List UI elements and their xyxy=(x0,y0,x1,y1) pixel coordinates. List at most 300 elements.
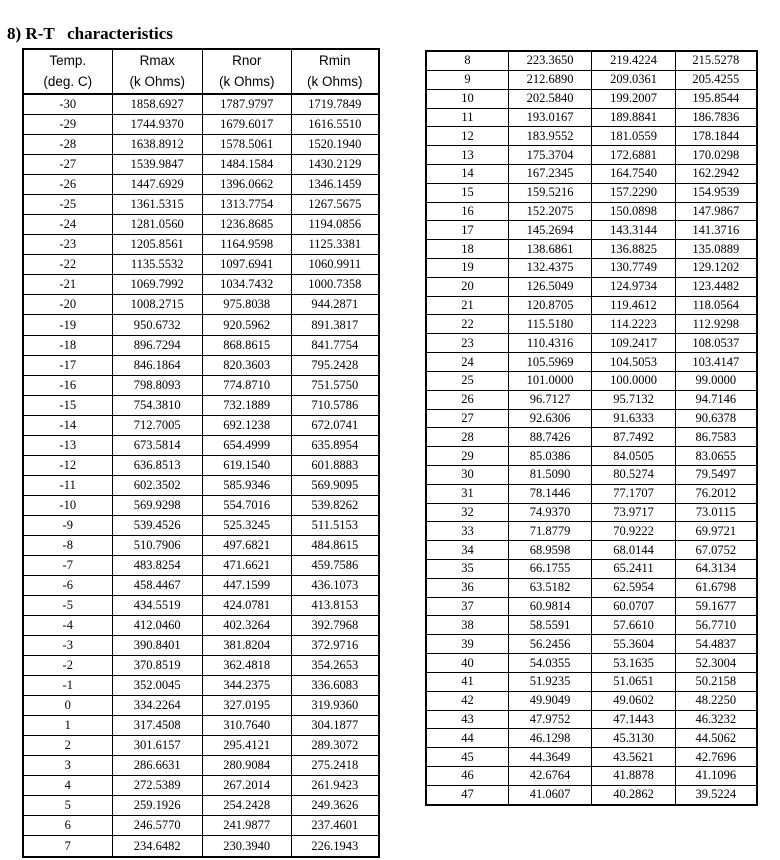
table-cell: 352.0045 xyxy=(112,676,202,696)
table-cell: 95.7132 xyxy=(592,390,675,409)
table-cell: 17 xyxy=(426,221,508,240)
table-cell: 1744.9370 xyxy=(112,115,202,135)
table-cell: 1125.3381 xyxy=(291,235,379,255)
table-row xyxy=(426,240,757,259)
table-cell: 193.0167 xyxy=(508,108,591,127)
table-cell: 692.1238 xyxy=(202,415,291,435)
table-cell: 484.8615 xyxy=(291,535,379,555)
table-cell: 41.0607 xyxy=(508,785,591,805)
table-cell: 99.0000 xyxy=(675,371,757,390)
table-cell: 118.0564 xyxy=(675,296,757,315)
table-cell: 289.3072 xyxy=(291,736,379,756)
table-cell: 94.7146 xyxy=(675,390,757,409)
table-cell: 29 xyxy=(426,447,508,466)
table-cell: 1000.7358 xyxy=(291,275,379,295)
table-cell: 841.7754 xyxy=(291,335,379,355)
table-cell: 21 xyxy=(426,296,508,315)
table-row xyxy=(23,455,379,475)
table-cell: 46.3232 xyxy=(675,710,757,729)
table-cell: 344.2375 xyxy=(202,676,291,696)
table-cell: 157.2290 xyxy=(592,183,675,202)
table-cell: 569.9298 xyxy=(112,495,202,515)
table-cell: 6 xyxy=(23,816,112,836)
table-row xyxy=(23,615,379,635)
table-row xyxy=(426,597,757,616)
table-cell: 1787.9797 xyxy=(202,94,291,115)
table-cell: -13 xyxy=(23,435,112,455)
table-cell: 672.0741 xyxy=(291,415,379,435)
table-cell: -3 xyxy=(23,635,112,655)
table-cell: 226.1943 xyxy=(291,836,379,857)
table-cell: 15 xyxy=(426,183,508,202)
table-row xyxy=(23,696,379,716)
table-cell: 673.5814 xyxy=(112,435,202,455)
table-cell: 87.7492 xyxy=(592,428,675,447)
table-cell: 205.4255 xyxy=(675,70,757,89)
table-cell: 254.2428 xyxy=(202,796,291,816)
table-cell: 219.4224 xyxy=(592,51,675,70)
table-cell: 202.5840 xyxy=(508,89,591,108)
table-cell: 181.0559 xyxy=(592,127,675,146)
table-cell: -18 xyxy=(23,335,112,355)
table-cell: 74.9370 xyxy=(508,503,591,522)
table-cell: 54.4837 xyxy=(675,635,757,654)
table-row xyxy=(23,235,379,255)
table-cell: 712.7005 xyxy=(112,415,202,435)
table-cell: 774.8710 xyxy=(202,375,291,395)
table-cell: 1236.8685 xyxy=(202,215,291,235)
table-cell: 51.9235 xyxy=(508,672,591,691)
table-row xyxy=(426,541,757,560)
table-row xyxy=(426,654,757,673)
table-cell: 336.6083 xyxy=(291,676,379,696)
table-cell: -27 xyxy=(23,155,112,175)
table-cell: 1484.1584 xyxy=(202,155,291,175)
table-cell: 59.1677 xyxy=(675,597,757,616)
table-row xyxy=(426,51,757,70)
rt-characteristics-table-right xyxy=(425,50,758,806)
table-cell: 272.5389 xyxy=(112,776,202,796)
page-title: 8) R-T characteristics xyxy=(7,24,173,43)
table-cell: 119.4612 xyxy=(592,296,675,315)
table-cell: 40.2862 xyxy=(592,785,675,805)
table-cell: 110.4316 xyxy=(508,334,591,353)
table-cell: 30 xyxy=(426,465,508,484)
table-cell: 585.9346 xyxy=(202,475,291,495)
table-cell: 497.6821 xyxy=(202,535,291,555)
table-row xyxy=(426,89,757,108)
table-cell: -14 xyxy=(23,415,112,435)
table-row xyxy=(426,616,757,635)
table-row xyxy=(426,164,757,183)
table-cell: 32 xyxy=(426,503,508,522)
table-cell: 71.8779 xyxy=(508,522,591,541)
table-cell: 41.1096 xyxy=(675,766,757,785)
table-cell: 76.2012 xyxy=(675,484,757,503)
table-row xyxy=(426,766,757,785)
table-cell: 9 xyxy=(426,70,508,89)
table-cell: 754.3810 xyxy=(112,395,202,415)
table-cell: 46.1298 xyxy=(508,729,591,748)
table-cell: 138.6861 xyxy=(508,240,591,259)
table-cell: 896.7294 xyxy=(112,335,202,355)
table-cell: 950.6732 xyxy=(112,315,202,335)
table-cell: 41 xyxy=(426,672,508,691)
table-cell: 145.2694 xyxy=(508,221,591,240)
table-row xyxy=(426,371,757,390)
table-cell: 654.4999 xyxy=(202,435,291,455)
table-cell: 81.5090 xyxy=(508,465,591,484)
table-cell: 317.4508 xyxy=(112,716,202,736)
table-cell: 539.8262 xyxy=(291,495,379,515)
table-cell: 846.1864 xyxy=(112,355,202,375)
table-cell: -21 xyxy=(23,275,112,295)
table-row xyxy=(23,676,379,696)
table-cell: 261.9423 xyxy=(291,776,379,796)
table-cell: 920.5962 xyxy=(202,315,291,335)
table-cell: 436.1073 xyxy=(291,575,379,595)
table-row xyxy=(426,578,757,597)
table-row xyxy=(426,353,757,372)
table-cell: 28 xyxy=(426,428,508,447)
table-cell: 67.0752 xyxy=(675,541,757,560)
table-cell: 44.5062 xyxy=(675,729,757,748)
table-row xyxy=(426,183,757,202)
table-cell: -30 xyxy=(23,94,112,115)
table-cell: 147.9867 xyxy=(675,202,757,221)
table-row xyxy=(23,736,379,756)
table-cell: 44 xyxy=(426,729,508,748)
table-cell: 162.2942 xyxy=(675,164,757,183)
table-cell: 601.8883 xyxy=(291,455,379,475)
table-row xyxy=(23,495,379,515)
table-row xyxy=(23,155,379,175)
table-cell: 126.5049 xyxy=(508,277,591,296)
table-cell: 0 xyxy=(23,696,112,716)
table-cell: 413.8153 xyxy=(291,595,379,615)
table-cell: 539.4526 xyxy=(112,515,202,535)
table-cell: -11 xyxy=(23,475,112,495)
table-cell: -9 xyxy=(23,515,112,535)
table-row xyxy=(426,277,757,296)
table-cell: 189.8841 xyxy=(592,108,675,127)
table-cell: 54.0355 xyxy=(508,654,591,673)
table-cell: 27 xyxy=(426,409,508,428)
table-cell: 24 xyxy=(426,353,508,372)
table-cell: 129.1202 xyxy=(675,259,757,278)
table-cell: 1281.0560 xyxy=(112,215,202,235)
table-row xyxy=(23,255,379,275)
table-cell: 1164.9598 xyxy=(202,235,291,255)
table-cell: 259.1926 xyxy=(112,796,202,816)
table-cell: 13 xyxy=(426,146,508,165)
table-row xyxy=(426,710,757,729)
table-cell: 112.9298 xyxy=(675,315,757,334)
table-cell: 1719.7849 xyxy=(291,94,379,115)
table-cell: 47.1443 xyxy=(592,710,675,729)
table-row xyxy=(23,355,379,375)
table-row xyxy=(426,390,757,409)
table-cell: -5 xyxy=(23,595,112,615)
table-cell: 86.7583 xyxy=(675,428,757,447)
table-cell: 90.6378 xyxy=(675,409,757,428)
table-cell: -20 xyxy=(23,295,112,315)
table-cell: 58.5591 xyxy=(508,616,591,635)
table-row xyxy=(23,275,379,295)
table-cell: 56.7710 xyxy=(675,616,757,635)
table-cell: 164.7540 xyxy=(592,164,675,183)
table-cell: 525.3245 xyxy=(202,515,291,535)
table-cell: 42.7696 xyxy=(675,748,757,767)
table-cell: 234.6482 xyxy=(112,836,202,857)
table-cell: 96.7127 xyxy=(508,390,591,409)
table-cell: 132.4375 xyxy=(508,259,591,278)
table-row xyxy=(23,756,379,776)
table-cell: 22 xyxy=(426,315,508,334)
table-cell: 1578.5061 xyxy=(202,135,291,155)
table-cell: 412.0460 xyxy=(112,615,202,635)
table-cell: -22 xyxy=(23,255,112,275)
table-cell: 295.4121 xyxy=(202,736,291,756)
table-cell: -10 xyxy=(23,495,112,515)
table-cell: 334.2264 xyxy=(112,696,202,716)
table-cell: 66.1755 xyxy=(508,560,591,579)
table-cell: 50.2158 xyxy=(675,672,757,691)
table-cell: 80.5274 xyxy=(592,465,675,484)
table-cell: -24 xyxy=(23,215,112,235)
table-cell: 108.0537 xyxy=(675,334,757,353)
table-cell: 115.5180 xyxy=(508,315,591,334)
table-cell: -7 xyxy=(23,555,112,575)
table-cell: 167.2345 xyxy=(508,164,591,183)
table-cell: 1396.0662 xyxy=(202,175,291,195)
table-row xyxy=(23,94,379,115)
table-cell: 68.0144 xyxy=(592,541,675,560)
table-row xyxy=(426,259,757,278)
table-cell: 135.0889 xyxy=(675,240,757,259)
table-row xyxy=(426,146,757,165)
table-cell: 304.1877 xyxy=(291,716,379,736)
table-cell: 36 xyxy=(426,578,508,597)
table-row xyxy=(426,691,757,710)
table-cell: 751.5750 xyxy=(291,375,379,395)
table-cell: 20 xyxy=(426,277,508,296)
table-cell: 12 xyxy=(426,127,508,146)
table-row xyxy=(23,415,379,435)
table-cell: 1034.7432 xyxy=(202,275,291,295)
table-row xyxy=(426,672,757,691)
table-row xyxy=(23,515,379,535)
table-cell: 195.8544 xyxy=(675,89,757,108)
table-cell: -1 xyxy=(23,676,112,696)
table-cell: 49.9049 xyxy=(508,691,591,710)
table-cell: 483.8254 xyxy=(112,555,202,575)
table-cell: 78.1446 xyxy=(508,484,591,503)
table-cell: 84.0505 xyxy=(592,447,675,466)
table-cell: 1069.7992 xyxy=(112,275,202,295)
table-cell: -28 xyxy=(23,135,112,155)
table-cell: 1267.5675 xyxy=(291,195,379,215)
table-cell: 434.5519 xyxy=(112,595,202,615)
table-cell: 319.9360 xyxy=(291,696,379,716)
table-cell: 103.4147 xyxy=(675,353,757,372)
table-row xyxy=(23,215,379,235)
table-cell: 1008.2715 xyxy=(112,295,202,315)
table-cell: 88.7426 xyxy=(508,428,591,447)
table-cell: 178.1844 xyxy=(675,127,757,146)
table-cell: 471.6621 xyxy=(202,555,291,575)
table-row xyxy=(426,409,757,428)
table-cell: 732.1889 xyxy=(202,395,291,415)
table-cell: 91.6333 xyxy=(592,409,675,428)
table-cell: 1060.9911 xyxy=(291,255,379,275)
table-row xyxy=(426,635,757,654)
table-cell: 362.4818 xyxy=(202,656,291,676)
table-row xyxy=(23,295,379,315)
table-cell: 372.9716 xyxy=(291,635,379,655)
table-cell: 241.9877 xyxy=(202,816,291,836)
table-cell: 175.3704 xyxy=(508,146,591,165)
table-cell: 38 xyxy=(426,616,508,635)
table-row xyxy=(426,296,757,315)
table-row xyxy=(23,776,379,796)
table-cell: 249.3626 xyxy=(291,796,379,816)
table-cell: 53.1635 xyxy=(592,654,675,673)
table-row xyxy=(23,716,379,736)
table-cell: -26 xyxy=(23,175,112,195)
table-cell: 65.2411 xyxy=(592,560,675,579)
table-header xyxy=(23,49,379,94)
table-cell: 77.1707 xyxy=(592,484,675,503)
table-row xyxy=(426,560,757,579)
table-cell: 68.9598 xyxy=(508,541,591,560)
table-row xyxy=(23,555,379,575)
table-cell: 14 xyxy=(426,164,508,183)
table-cell: 1194.0856 xyxy=(291,215,379,235)
table-cell: 458.4467 xyxy=(112,575,202,595)
table-cell: 45.3130 xyxy=(592,729,675,748)
table-row xyxy=(23,475,379,495)
table-cell: 143.3144 xyxy=(592,221,675,240)
table-cell: 73.9717 xyxy=(592,503,675,522)
table-cell: 301.6157 xyxy=(112,736,202,756)
table-cell: 1858.6927 xyxy=(112,94,202,115)
table-cell: 944.2871 xyxy=(291,295,379,315)
table-row xyxy=(426,785,757,805)
table-cell: 170.0298 xyxy=(675,146,757,165)
table-cell: 100.0000 xyxy=(592,371,675,390)
table-cell: 447.1599 xyxy=(202,575,291,595)
table-cell: -15 xyxy=(23,395,112,415)
table-cell: 105.5969 xyxy=(508,353,591,372)
table-row xyxy=(23,135,379,155)
table-cell: 101.0000 xyxy=(508,371,591,390)
table-cell: -16 xyxy=(23,375,112,395)
table-row xyxy=(426,127,757,146)
table-cell: 209.0361 xyxy=(592,70,675,89)
table-cell: 120.8705 xyxy=(508,296,591,315)
table-cell: 42 xyxy=(426,691,508,710)
table-cell: 286.6631 xyxy=(112,756,202,776)
table-row xyxy=(23,195,379,215)
table-cell: -23 xyxy=(23,235,112,255)
table-cell: 569.9095 xyxy=(291,475,379,495)
table-cell: 172.6881 xyxy=(592,146,675,165)
table-cell: 49.0602 xyxy=(592,691,675,710)
column-header: Rmax (k Ohms) xyxy=(112,49,202,94)
table-cell: 41.8878 xyxy=(592,766,675,785)
table-cell: 83.0655 xyxy=(675,447,757,466)
table-cell: 891.3817 xyxy=(291,315,379,335)
table-cell: 47 xyxy=(426,785,508,805)
table-cell: 511.5153 xyxy=(291,515,379,535)
rt-characteristics-table-left xyxy=(22,48,380,858)
table-cell: 114.2223 xyxy=(592,315,675,334)
table-row xyxy=(23,335,379,355)
table-row xyxy=(23,656,379,676)
table-cell: 136.8825 xyxy=(592,240,675,259)
table-cell: -2 xyxy=(23,656,112,676)
table-cell: 183.9552 xyxy=(508,127,591,146)
table-cell: 123.4482 xyxy=(675,277,757,296)
table-cell: 424.0781 xyxy=(202,595,291,615)
table-row xyxy=(23,595,379,615)
table-cell: 2 xyxy=(23,736,112,756)
table-cell: 150.0898 xyxy=(592,202,675,221)
table-cell: 16 xyxy=(426,202,508,221)
table-cell: 1539.9847 xyxy=(112,155,202,175)
table-cell: 1638.8912 xyxy=(112,135,202,155)
table-cell: 975.8038 xyxy=(202,295,291,315)
table-cell: 710.5786 xyxy=(291,395,379,415)
table-cell: 48.2250 xyxy=(675,691,757,710)
table-row xyxy=(23,575,379,595)
table-cell: 61.6798 xyxy=(675,578,757,597)
table-cell: 5 xyxy=(23,796,112,816)
table-cell: 104.5053 xyxy=(592,353,675,372)
table-cell: -4 xyxy=(23,615,112,635)
table-cell: 554.7016 xyxy=(202,495,291,515)
table-cell: 19 xyxy=(426,259,508,278)
table-cell: 152.2075 xyxy=(508,202,591,221)
table-cell: 237.4601 xyxy=(291,816,379,836)
table-cell: 43.5621 xyxy=(592,748,675,767)
table-cell: 46 xyxy=(426,766,508,785)
table-row xyxy=(23,635,379,655)
table-cell: 310.7640 xyxy=(202,716,291,736)
table-row xyxy=(23,535,379,555)
table-row xyxy=(426,522,757,541)
table-cell: 56.2456 xyxy=(508,635,591,654)
table-cell: 1679.6017 xyxy=(202,115,291,135)
table-cell: 1430.2129 xyxy=(291,155,379,175)
table-cell: 55.3604 xyxy=(592,635,675,654)
table-cell: 35 xyxy=(426,560,508,579)
table-cell: 267.2014 xyxy=(202,776,291,796)
table-cell: 327.0195 xyxy=(202,696,291,716)
table-cell: 43 xyxy=(426,710,508,729)
table-cell: -29 xyxy=(23,115,112,135)
table-row xyxy=(426,334,757,353)
table-row xyxy=(426,221,757,240)
table-cell: -8 xyxy=(23,535,112,555)
table-row xyxy=(426,315,757,334)
table-row xyxy=(23,175,379,195)
table-cell: 1616.5510 xyxy=(291,115,379,135)
table-cell: 37 xyxy=(426,597,508,616)
table-cell: 39 xyxy=(426,635,508,654)
table-cell: 85.0386 xyxy=(508,447,591,466)
